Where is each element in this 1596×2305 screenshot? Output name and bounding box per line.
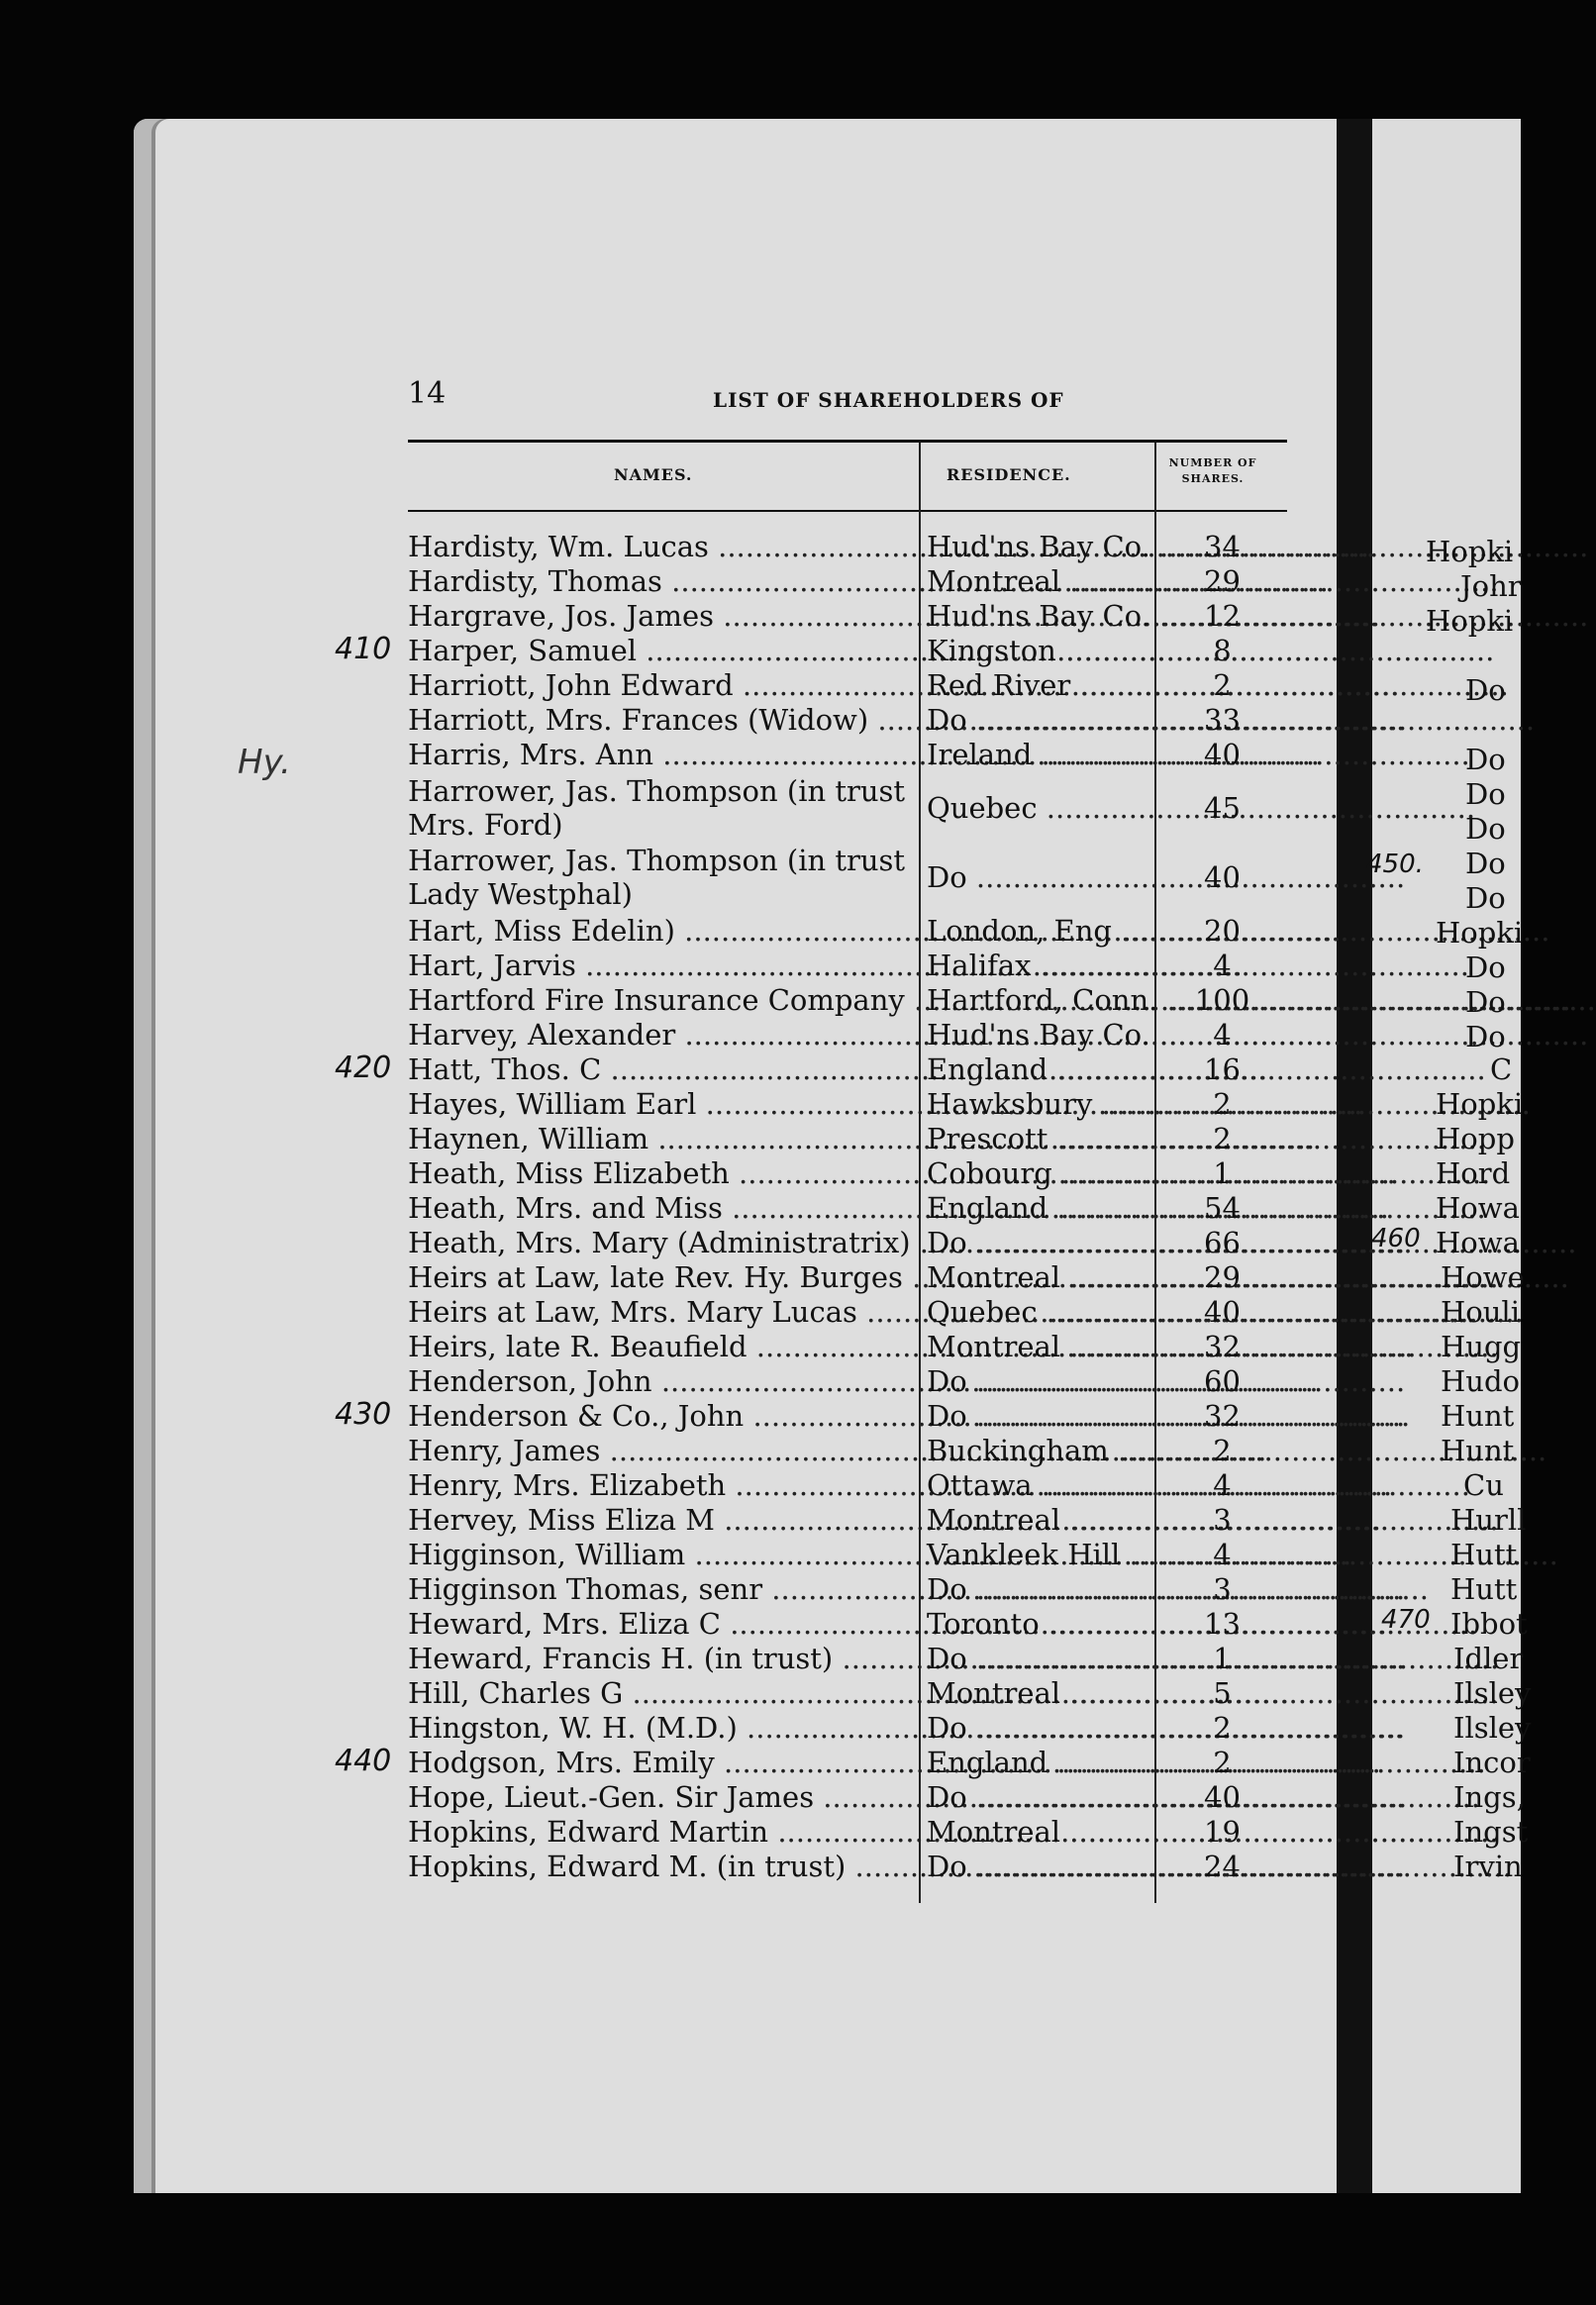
table-row (408, 668, 1287, 702)
table-row (408, 949, 1287, 982)
next-page-fragment: Do (1465, 951, 1506, 984)
table-row (408, 1399, 1287, 1433)
next-page-fragment: Do (1465, 847, 1506, 880)
next-page-fragment: Do (1465, 985, 1506, 1019)
next-page-fragment: Hugg (1441, 1330, 1522, 1363)
shareholder-residence: Hawksbury ..... (927, 1087, 1154, 1121)
table-row (408, 1815, 1287, 1849)
shareholder-name: Harper, Samuel ..... (408, 634, 909, 667)
next-page-fragment: Hopki (1426, 604, 1514, 638)
next-page-margin-number: 470 (1381, 1605, 1431, 1635)
shareholder-shares: 13 (1204, 1607, 1241, 1641)
next-page-fragment: Hutt (1450, 1538, 1518, 1571)
shareholder-name: Harris, Mrs. Ann ..... (408, 738, 909, 771)
shareholder-name: Heirs, late R. Beaufield ..... (408, 1330, 909, 1363)
shareholder-shares: 3 (1213, 1503, 1232, 1537)
table-row (408, 1538, 1287, 1571)
table-row (408, 983, 1287, 1017)
header-shares (1148, 455, 1277, 487)
shareholder-shares: 3 (1213, 1572, 1232, 1606)
shareholder-shares: 12 (1204, 599, 1241, 633)
shareholder-residence: Prescott ..... (927, 1122, 1154, 1155)
shareholder-residence: Toronto ..... (927, 1607, 1154, 1641)
running-head: LIST OF SHAREHOLDERS OF (713, 388, 1064, 412)
table-row (408, 1503, 1287, 1537)
table-row (408, 1607, 1287, 1641)
shareholder-shares: 4 (1213, 1018, 1232, 1052)
next-page-fragment: Houli (1441, 1295, 1520, 1329)
next-page-fragment: Hopp (1436, 1122, 1515, 1155)
shareholder-shares: 60 (1204, 1364, 1241, 1398)
next-page-fragment: Do (1465, 743, 1506, 776)
table-row (408, 1330, 1287, 1363)
shareholder-shares: 40 (1204, 860, 1241, 894)
next-page-fragment: Ilsley (1453, 1711, 1532, 1745)
next-page-fragment: Ilsley (1453, 1676, 1532, 1710)
table-row (408, 1260, 1287, 1294)
table-row (408, 1191, 1287, 1225)
shareholder-shares: 66 (1204, 1226, 1241, 1259)
shareholder-shares: 20 (1204, 914, 1241, 948)
shareholder-shares: 54 (1204, 1191, 1241, 1225)
shareholder-shares: 32 (1204, 1330, 1241, 1363)
header-shares-line1: NUMBER OF (1168, 456, 1257, 469)
table-row (408, 1676, 1287, 1710)
shareholder-residence: Cobourg ..... (927, 1156, 1154, 1190)
shareholder-name: Hopkins, Edward M. (in trust) ..... (408, 1850, 909, 1883)
shareholder-shares: 4 (1213, 1468, 1232, 1502)
next-page-fragment: Do (1465, 777, 1506, 811)
table-row (408, 530, 1287, 563)
shareholder-residence: Montreal ..... (927, 1815, 1154, 1849)
table-row (408, 634, 1287, 667)
shareholder-residence: Montreal ..... (927, 1503, 1154, 1537)
shareholder-residence: Do ..... (927, 703, 1154, 737)
shareholder-shares: 45 (1204, 791, 1241, 825)
next-page-margin-number: 450. (1366, 850, 1424, 879)
table-row (408, 774, 1287, 842)
table-row (408, 1780, 1287, 1814)
margin-number: 440 (335, 1744, 392, 1778)
table-row (408, 1642, 1287, 1675)
shareholder-name: Hardisty, Wm. Lucas ..... (408, 530, 909, 563)
table-row (408, 1850, 1287, 1883)
shareholder-residence: England ..... (927, 1746, 1154, 1779)
table-row (408, 738, 1287, 771)
shareholder-shares: 34 (1204, 530, 1241, 563)
shareholder-name: Hartford Fire Insurance Company ..... (408, 983, 909, 1017)
shareholder-name: Harrower, Jas. Thompson (in trust Mrs. Ford) (408, 774, 906, 842)
shareholder-shares: 4 (1213, 1538, 1232, 1571)
shareholder-name: Hodgson, Mrs. Emily ..... (408, 1746, 909, 1779)
shareholder-shares: 2 (1213, 1122, 1232, 1155)
shareholder-residence: Ottawa ..... (927, 1468, 1154, 1502)
shareholder-shares: 19 (1204, 1815, 1241, 1849)
shareholder-shares: 8 (1213, 634, 1232, 667)
shareholder-name: Higginson Thomas, senr ..... (408, 1572, 909, 1606)
shareholder-shares: 2 (1213, 1711, 1232, 1745)
shareholder-shares: 5 (1213, 1676, 1232, 1710)
shareholder-shares: 100 (1194, 983, 1250, 1017)
shareholder-name: Hayes, William Earl ..... (408, 1087, 909, 1121)
table-row (408, 564, 1287, 598)
table-row (408, 1087, 1287, 1121)
next-page-fragment: Howa (1436, 1191, 1520, 1225)
shareholder-shares: 2 (1213, 1087, 1232, 1121)
next-page-fragment: Idler (1453, 1642, 1524, 1675)
shareholder-residence: Buckingham ..... (927, 1434, 1154, 1467)
shareholder-name: Heath, Miss Elizabeth ..... (408, 1156, 909, 1190)
shareholder-name: Haynen, William ..... (408, 1122, 909, 1155)
next-page-fragment: Hurll (1450, 1503, 1527, 1537)
table-row (408, 1572, 1287, 1606)
next-page-fragment: Hudo (1441, 1364, 1520, 1398)
shareholder-residence: Red River ..... (927, 668, 1154, 702)
shareholder-shares: 29 (1204, 1260, 1241, 1294)
header-residence: RESIDENCE. (947, 465, 1071, 484)
table-row (408, 1226, 1287, 1259)
shareholder-name: Henderson & Co., John ..... (408, 1399, 909, 1433)
shareholder-residence: Hud'ns Bay Co. ..... (927, 1018, 1154, 1052)
next-page-fragment: Cu (1463, 1468, 1504, 1502)
shareholder-name: Hardisty, Thomas ..... (408, 564, 909, 598)
shareholder-shares: 1 (1213, 1156, 1232, 1190)
shareholder-residence: Quebec ..... (927, 791, 1154, 825)
shareholder-shares: 2 (1213, 1746, 1232, 1779)
margin-number: 410 (335, 632, 392, 666)
shareholder-name: Hatt, Thos. C ..... (408, 1052, 909, 1086)
next-page-fragment: Hopki (1426, 535, 1514, 568)
next-page-fragment: Howa (1436, 1226, 1520, 1259)
page-number: 14 (408, 376, 447, 411)
next-page-fragment: Howe (1441, 1260, 1525, 1294)
margin-number: 420 (335, 1051, 392, 1085)
next-page-fragment: Ingst (1453, 1815, 1529, 1849)
shareholder-name: Heath, Mrs. and Miss ..... (408, 1191, 909, 1225)
next-page-fragment: Do (1465, 673, 1506, 707)
table-row (408, 1052, 1287, 1086)
shareholder-name: Henry, James ..... (408, 1434, 909, 1467)
next-page-fragment: C (1490, 1052, 1513, 1086)
shareholder-residence: Montreal ..... (927, 1676, 1154, 1710)
shareholder-residence: Ireland ..... (927, 738, 1154, 771)
shareholder-name: Heirs at Law, late Rev. Hy. Burges ..... (408, 1260, 909, 1294)
margin-number: 430 (335, 1397, 392, 1432)
shareholder-residence: Do ..... (927, 1642, 1154, 1675)
header-names: NAMES. (614, 465, 693, 484)
shareholder-shares: 24 (1204, 1850, 1241, 1883)
table-row (408, 844, 1287, 911)
table-row (408, 1156, 1287, 1190)
shareholder-residence: Montreal ..... (927, 564, 1154, 598)
shareholder-name: Hingston, W. H. (M.D.) ..... (408, 1711, 909, 1745)
shareholder-residence: Do ..... (927, 860, 1154, 894)
shareholder-residence: Kingston ..... (927, 634, 1154, 667)
shareholder-residence: Do ..... (927, 1711, 1154, 1745)
table-row (408, 1122, 1287, 1155)
shareholder-shares: 16 (1204, 1052, 1241, 1086)
shareholder-shares: 40 (1204, 738, 1241, 771)
shareholder-residence: Montreal ..... (927, 1330, 1154, 1363)
table-row (408, 1468, 1287, 1502)
shareholder-residence: Do ..... (927, 1850, 1154, 1883)
shareholder-residence: Do ..... (927, 1226, 1154, 1259)
next-page-fragment: Hopki (1436, 916, 1524, 950)
header-shares-line2: SHARES. (1181, 472, 1245, 485)
shareholder-shares: 4 (1213, 949, 1232, 982)
shareholder-name: Hart, Jarvis ..... (408, 949, 909, 982)
table-row (408, 1364, 1287, 1398)
shareholder-residence: England ..... (927, 1052, 1154, 1086)
next-page-fragment: Hutt (1450, 1572, 1518, 1606)
shareholder-residence: London, Eng ..... (927, 914, 1154, 948)
shareholder-name: Henry, Mrs. Elizabeth ..... (408, 1468, 909, 1502)
shareholder-shares: 29 (1204, 564, 1241, 598)
shareholder-name: Hart, Miss Edelin) ..... (408, 914, 909, 948)
shareholder-residence: Do ..... (927, 1399, 1154, 1433)
shareholder-name: Hope, Lieut.-Gen. Sir James ..... (408, 1780, 909, 1814)
table-row (408, 703, 1287, 737)
next-page-fragment: Do (1465, 1020, 1506, 1053)
shareholder-shares: 32 (1204, 1399, 1241, 1433)
next-page-fragment: Hunt (1441, 1399, 1515, 1433)
table-row (408, 1018, 1287, 1052)
shareholder-name: Heward, Francis H. (in trust) ..... (408, 1642, 909, 1675)
shareholder-residence: Do ..... (927, 1364, 1154, 1398)
shareholder-name: Heath, Mrs. Mary (Administratrix) ..... (408, 1226, 909, 1259)
shareholder-name: Hopkins, Edward Martin ..... (408, 1815, 909, 1849)
shareholder-name: Heirs at Law, Mrs. Mary Lucas ..... (408, 1295, 909, 1329)
shareholder-name: Hargrave, Jos. James ..... (408, 599, 909, 633)
table-row (408, 1434, 1287, 1467)
shareholder-residence: England ..... (927, 1191, 1154, 1225)
next-page-fragment: Hopki (1436, 1087, 1524, 1121)
table-row (408, 1295, 1287, 1329)
shareholder-name: Harvey, Alexander ..... (408, 1018, 909, 1052)
table-row (408, 1711, 1287, 1745)
shareholder-name: Hervey, Miss Eliza M ..... (408, 1503, 909, 1537)
next-page-fragment: Ibbot (1450, 1607, 1528, 1641)
shareholder-residence: Do ..... (927, 1572, 1154, 1606)
shareholder-name: Harriott, Mrs. Frances (Widow) ..... (408, 703, 909, 737)
shareholder-shares: 1 (1213, 1642, 1232, 1675)
shareholder-residence: Halifax ..... (927, 949, 1154, 982)
shareholder-shares: 2 (1213, 1434, 1232, 1467)
shareholder-name: Hill, Charles G ..... (408, 1676, 909, 1710)
next-page-fragment: Hunt (1441, 1434, 1515, 1467)
shareholder-name: Harrower, Jas. Thompson (in trust Lady Westphal) (408, 844, 906, 911)
shareholder-residence: Vankleek Hill ..... (927, 1538, 1154, 1571)
next-page-fragment: Do (1465, 812, 1506, 846)
pencil-note: Hy. (238, 743, 291, 782)
next-page-fragment: Johr (1460, 569, 1522, 603)
shareholder-residence: Hud'ns Bay Co. ..... (927, 599, 1154, 633)
shareholder-residence: Hartford, Conn. ..... (927, 983, 1154, 1017)
shareholder-residence: Quebec ..... (927, 1295, 1154, 1329)
table-row (408, 599, 1287, 633)
table-row (408, 914, 1287, 948)
next-page-fragment: Ings, (1453, 1780, 1526, 1814)
shareholder-name: Higginson, William ..... (408, 1538, 909, 1571)
shareholder-residence: Montreal ..... (927, 1260, 1154, 1294)
shareholder-residence: Hud'ns Bay Co. ..... (927, 530, 1154, 563)
next-page-margin-number: 460 (1371, 1224, 1421, 1253)
shareholder-residence: Do ..... (927, 1780, 1154, 1814)
shareholder-shares: 40 (1204, 1780, 1241, 1814)
shareholder-shares: 33 (1204, 703, 1241, 737)
next-page-fragment: Incor (1453, 1746, 1531, 1779)
shareholder-name: Heward, Mrs. Eliza C ..... (408, 1607, 909, 1641)
shareholder-name: Harriott, John Edward ..... (408, 668, 909, 702)
shareholder-name: Henderson, John ..... (408, 1364, 909, 1398)
shareholder-shares: 40 (1204, 1295, 1241, 1329)
next-page-fragment: Irvin (1453, 1850, 1523, 1883)
next-page-fragment: Hord (1436, 1156, 1511, 1190)
next-page-fragment: Do (1465, 881, 1506, 915)
table-row (408, 1746, 1287, 1779)
shareholder-shares: 2 (1213, 668, 1232, 702)
